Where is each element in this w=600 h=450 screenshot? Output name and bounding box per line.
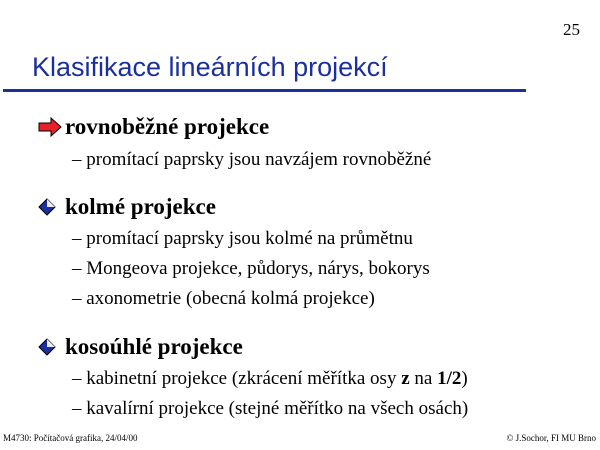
sub-item-text: – kabinetní projekce (zkrácení měřítka osy	[72, 368, 402, 389]
axis-letter: z	[401, 368, 410, 389]
sub-item-text: na	[409, 368, 438, 389]
sub-item: – promítací paprsky jsou navzájem rovnoběžné	[72, 149, 432, 170]
footer-copyright: © J.Sochor, FI MU Brno	[506, 433, 596, 443]
footer-course: M4730: Počítačová grafika, 24/04/00	[3, 433, 138, 443]
bullet-orthogonal-projection	[37, 194, 216, 220]
bullet-heading: rovnoběžné projekce	[65, 114, 270, 139]
bullet-parallel-projection	[37, 114, 269, 140]
title-underline	[3, 89, 526, 92]
page-number: 25	[563, 20, 580, 39]
sub-item-text: )	[461, 368, 468, 389]
sub-item-cabinet	[72, 368, 468, 390]
diamond-icon	[37, 196, 65, 218]
sub-item: – promítací paprsky jsou kolmé na průmětnu	[72, 228, 413, 249]
slide-title: Klasifikace lineárních projekcí	[32, 52, 388, 82]
bullet-oblique-projection	[37, 334, 243, 360]
scale-ratio: 1/2	[437, 368, 462, 389]
diamond-icon	[37, 336, 65, 358]
arrow-icon	[37, 116, 65, 138]
bullet-heading: kolmé projekce	[65, 194, 216, 219]
sub-item: – Mongeova projekce, půdorys, nárys, bokorys	[72, 258, 430, 279]
sub-item: – axonometrie (obecná kolmá projekce)	[72, 288, 375, 309]
sub-item: – kavalírní projekce (stejné měřítko na všech osách)	[72, 398, 469, 419]
bullet-heading: kosoúhlé projekce	[65, 334, 243, 359]
